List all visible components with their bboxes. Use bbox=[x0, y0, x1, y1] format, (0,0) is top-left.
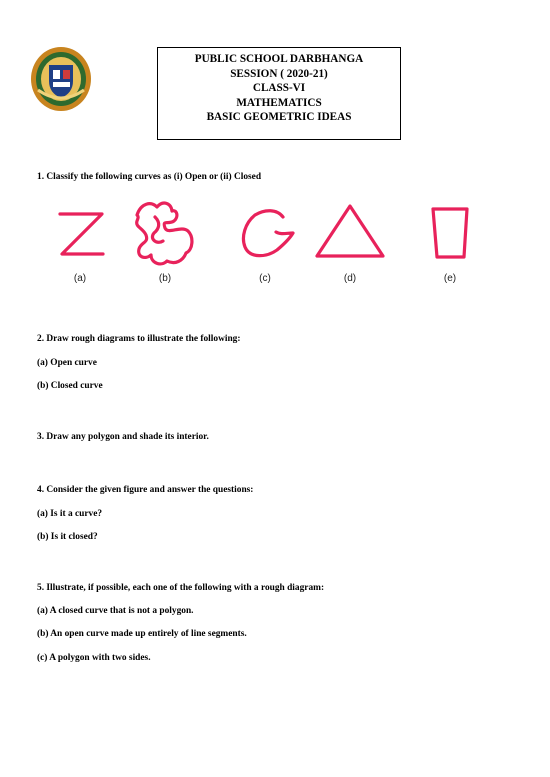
question-2b: (b) Closed curve bbox=[37, 381, 103, 391]
subject: MATHEMATICS bbox=[236, 96, 322, 109]
figure-b-blob bbox=[137, 203, 192, 264]
question-4a: (a) Is it a curve? bbox=[37, 509, 103, 519]
session: SESSION ( 2020-21) bbox=[230, 67, 328, 80]
question-4b: (b) Is it closed? bbox=[37, 532, 98, 542]
question-2: 2. Draw rough diagrams to illustrate the following: bbox=[37, 334, 241, 344]
question-4: 4. Consider the given figure and answer the questions: bbox=[37, 485, 254, 495]
figure-b-label: (b) bbox=[158, 273, 172, 284]
question-2a: (a) Open curve bbox=[37, 358, 97, 368]
figure-c-curve bbox=[243, 211, 293, 256]
figure-e-trapezoid bbox=[433, 209, 467, 257]
question-5: 5. Illustrate, if possible, each one of the following with a rough diagram: bbox=[37, 583, 325, 593]
question-3: 3. Draw any polygon and shade its interior. bbox=[37, 432, 209, 442]
school-name: PUBLIC SCHOOL DARBHANGA bbox=[194, 53, 364, 65]
figure-d-label: (d) bbox=[343, 273, 357, 284]
school-logo bbox=[30, 46, 92, 112]
figure-c-label: (c) bbox=[259, 273, 271, 284]
figure-a-label: (a) bbox=[73, 273, 87, 284]
figure-d-triangle bbox=[317, 206, 383, 256]
figure-e-label: (e) bbox=[443, 273, 457, 284]
figure-b-loop bbox=[152, 217, 163, 242]
curve-figures bbox=[55, 195, 485, 291]
figure-a-zigzag bbox=[60, 214, 103, 254]
topic: BASIC GEOMETRIC IDEAS bbox=[206, 111, 352, 124]
question-5b: (b) An open curve made up entirely of line segments. bbox=[37, 629, 247, 639]
question-1: 1. Classify the following curves as (i) Open or (ii) Closed bbox=[37, 172, 262, 182]
question-5c: (c) A polygon with two sides. bbox=[37, 653, 151, 663]
question-5a: (a) A closed curve that is not a polygon. bbox=[37, 606, 194, 616]
header-box bbox=[157, 47, 401, 140]
class-label: CLASS-VI bbox=[252, 82, 306, 95]
